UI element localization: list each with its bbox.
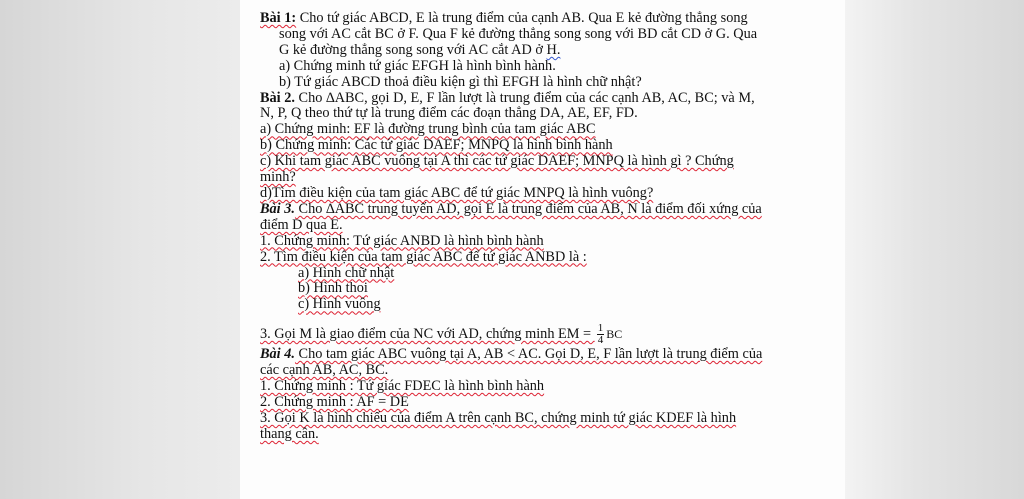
b4-title: Bài 4. [260,346,295,363]
document-page [240,0,845,499]
b1-part-b: b) Tứ giác ABCD thoả điều kiện gì thì EFGH là hình chữ nhật? [279,73,642,90]
b2-line-2: N, P, Q theo thứ tự là trung điểm các đoạn thẳng DA, AE, EF, FD. [260,105,638,122]
b3-item-1: 1. Chứng minh: Tứ giác ANBD là hình bình hành [260,232,544,249]
b1-line-2: song với AC cắt BC ở F. Qua F kẻ đường thẳng song song với BD cắt CD ở G. Qua [279,25,758,42]
b4-item-3: 3. Gọi K là hình chiếu của điểm A trên cạnh BC, chứng minh tứ giác KDEF là hình [260,409,737,426]
b2-title: Bài 2. [260,89,295,106]
b3-item-2b: b) Hình thoi [298,280,368,297]
fraction-numerator: 1 [597,322,604,335]
b3-item-2c: c) Hình vuông [298,296,381,313]
b3-text-1: Cho ∆ABC trung tuyến AD, gọi E là trung điểm của AB, N là điểm đối xứng của [294,200,762,217]
b3-item-3-end: BC [606,327,623,342]
b1-part-a: a) Chứng minh tứ giác EFGH là hình bình hành. [279,57,556,74]
b3-title: Bài 3. [260,200,295,217]
b3-item-2: 2. Tìm điều kiện của tam giác ABC để tứ giác ANBD là : [260,248,587,265]
b1-line-3 [260,43,820,59]
b3-line-2: điểm D qua E. [260,216,343,233]
left-margin-shade [0,0,240,499]
b2-part-c-1: c) Khi tam giác ABC vuông tại A thì các tứ giác DAEF; MNPQ là hình gì ? Chứng [260,153,734,170]
b3-item-3 [260,321,820,347]
b4-item-4: thang cân. [260,425,319,442]
b4-text-1: Cho tam giác ABC vuông tại A, AB < AC. Gọi D, E, F lần lượt là trung điểm của [294,346,763,363]
b1-text-1: Cho tứ giác ABCD, E là trung điểm của cạnh AB. Qua E kẻ đường thẳng song [296,10,748,26]
b1-title: Bài 1: [260,10,297,26]
b4-item-1: 1. Chứng minh : Tứ giác FDEC là hình bình hành [260,378,545,395]
b4-line-1 [260,347,820,363]
b2-line-1 [260,91,820,107]
b2-text-1: Cho ∆ABC, gọi D, E, F lần lượt là trung điểm của các cạnh AB, AC, BC; và M, [294,89,755,106]
b1-text-3-end: H. [546,41,561,58]
fraction-one-quarter [597,323,605,346]
fraction-denominator: 4 [597,334,604,347]
b4-item-2: 2. Chứng minh : AF = DE [260,393,409,410]
page-top-edge [240,0,845,10]
b3-item-2a: a) Hình chữ nhật [298,264,395,281]
document-body [260,11,820,443]
b2-part-b: b) Chứng minh: Các tứ giác DAEF; MNPQ là hình bình hành [260,137,613,154]
b3-item-3-text: 3. Gọi M là giao điểm của NC với AD, chứng minh EM = [260,326,595,343]
b4-line-2: các cạnh AB, AC, BC. [260,362,389,379]
b2-part-d: d)Tìm điều kiện của tam giác ABC để tứ giác MNPQ là hình vuông? [260,184,654,201]
b2-part-c-2: minh? [260,169,296,186]
b2-part-a: a) Chứng minh: EF là đường trung bình của tam giác ABC [260,121,596,138]
right-margin-shade [845,0,1024,499]
b1-line-1 [260,11,820,27]
b1-text-3: G kẻ đường thẳng song song với AC cắt AD ở [279,41,547,58]
b3-line-1 [260,202,820,218]
